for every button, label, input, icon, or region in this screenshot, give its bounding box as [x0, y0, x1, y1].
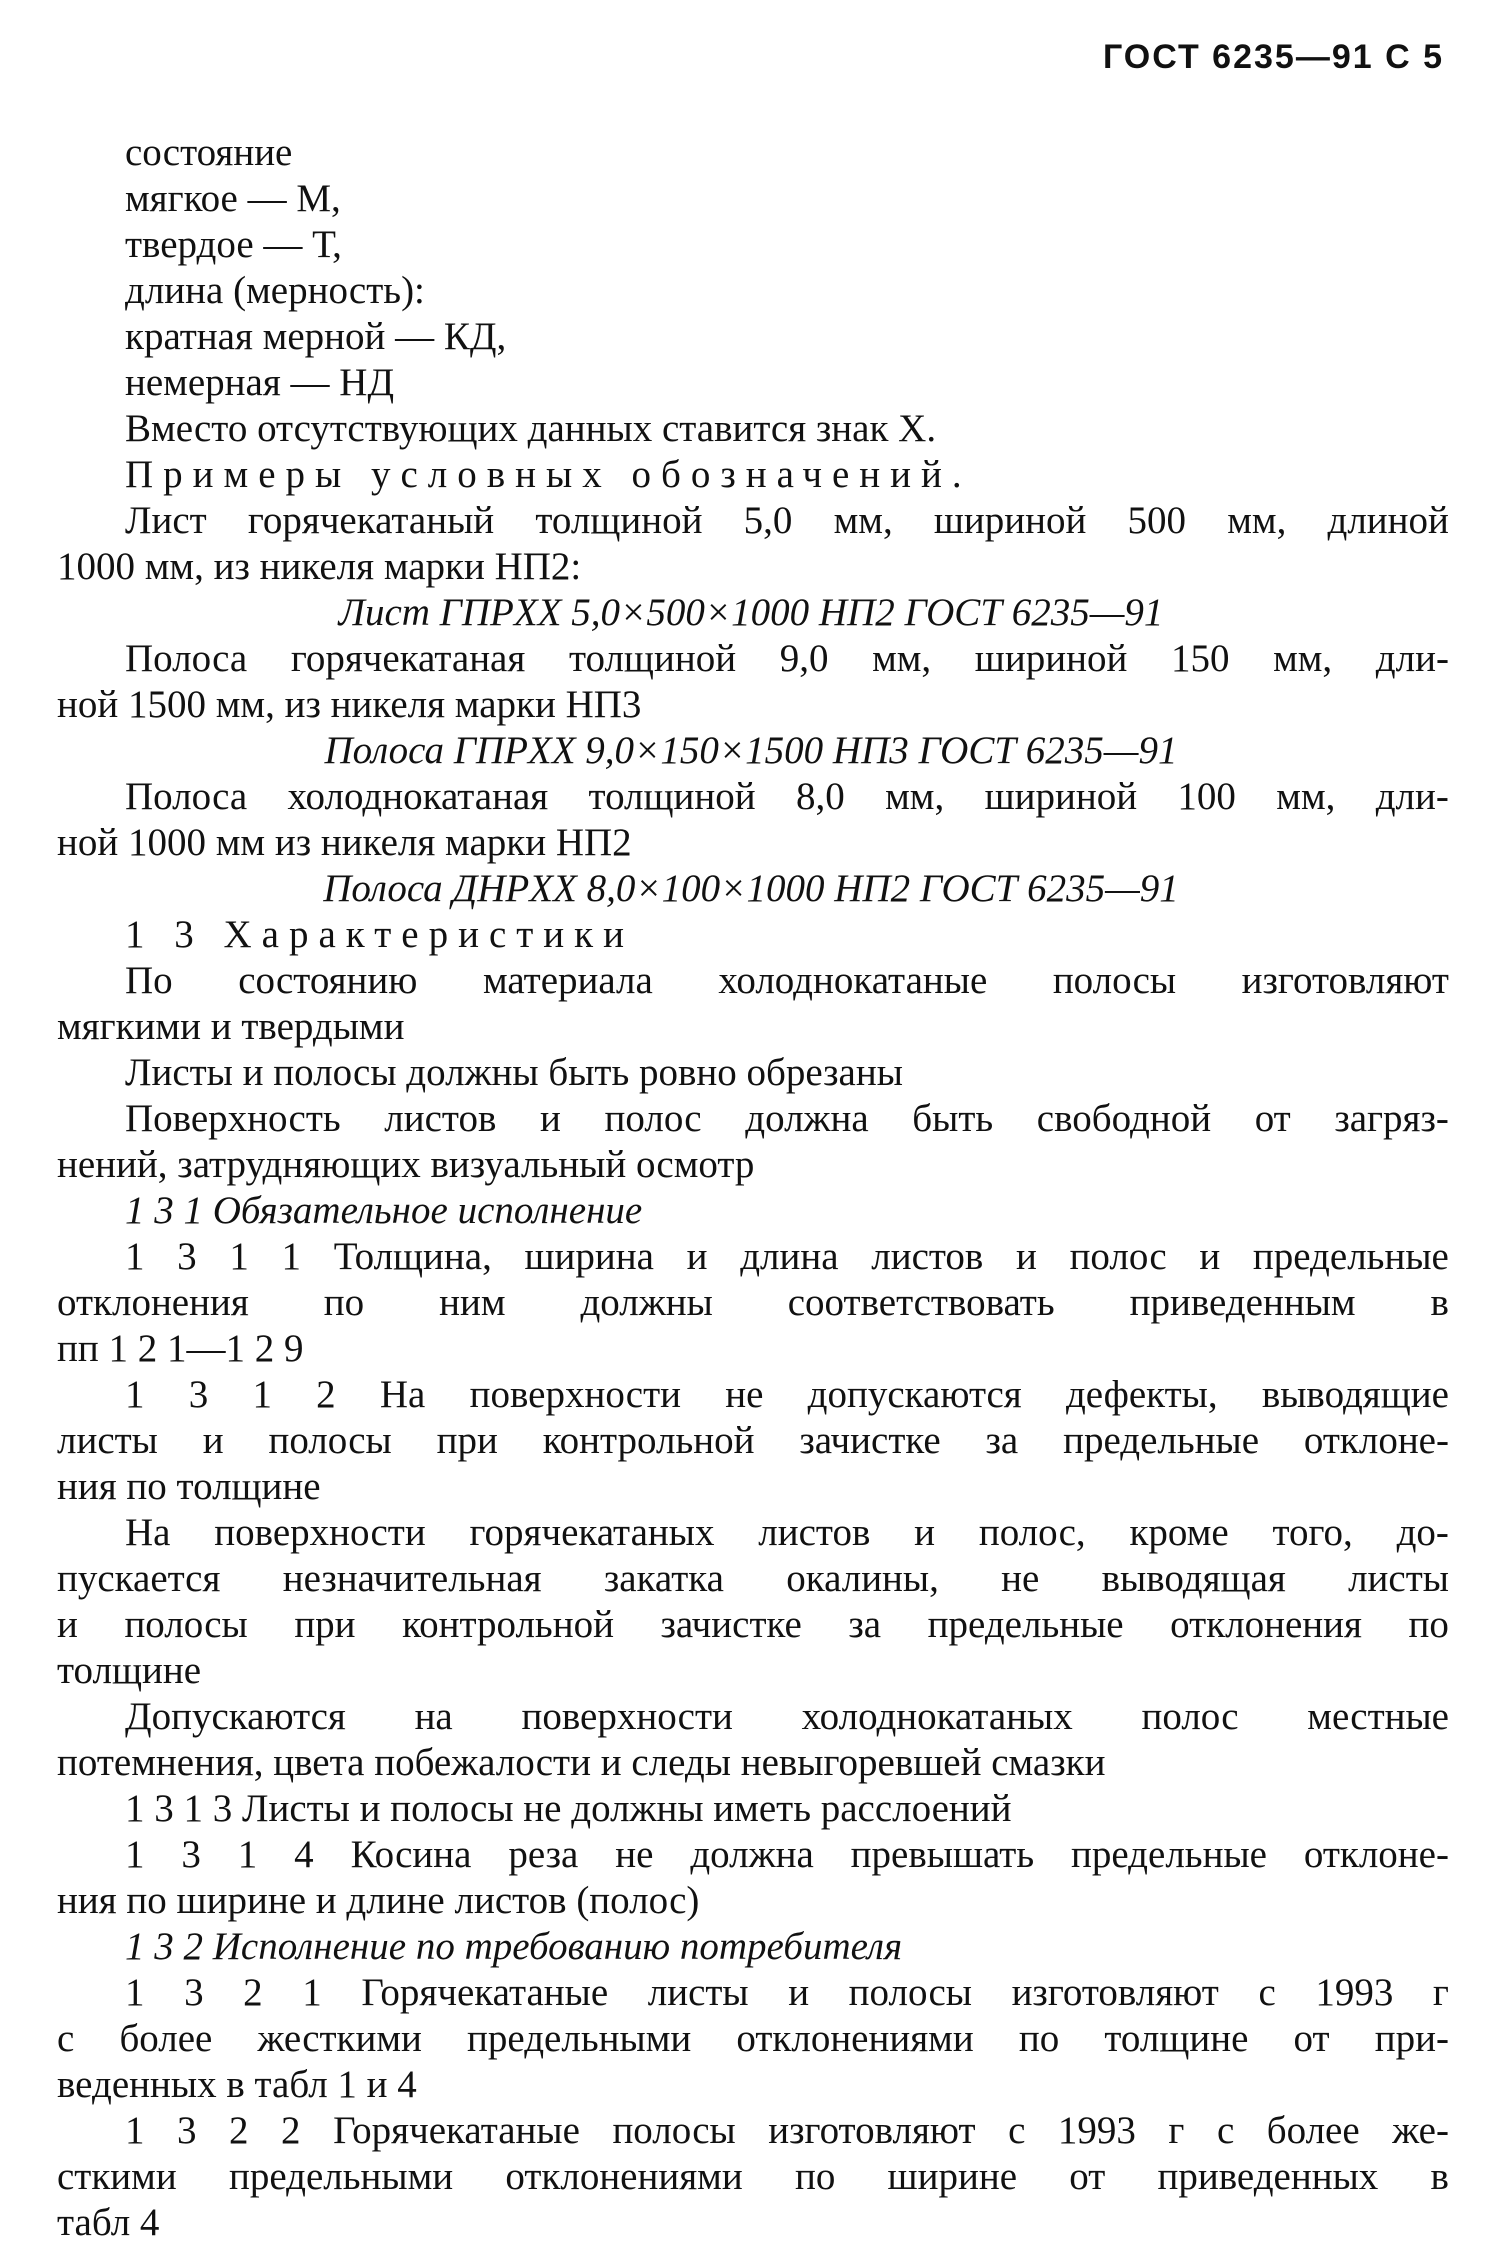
word: местные: [1307, 1695, 1449, 1738]
text-line: ной 1000 мм из никеля марки НП2: [57, 821, 632, 864]
word: того,: [1272, 1511, 1353, 1554]
text-line: [57, 1418, 1449, 1464]
text-line: ния по толщине: [57, 1465, 321, 1508]
text-line: потемнения, цвета побежалости и следы невыгоревшей смазки: [57, 1741, 1106, 1784]
word: 3: [177, 2109, 197, 2152]
word: Полоса: [125, 637, 248, 680]
word: же-: [1392, 2109, 1449, 2152]
word: толщиной: [535, 499, 703, 542]
word: предельные: [1063, 1419, 1260, 1462]
word: отклоне-: [1303, 1419, 1449, 1462]
word: предельными: [467, 2017, 692, 2060]
word: при: [294, 1603, 356, 1646]
word: 150: [1170, 637, 1230, 680]
word: полос: [604, 1097, 702, 1140]
word: 1: [125, 2109, 145, 2152]
text-line: веденных в табл 1 и 4: [57, 2063, 417, 2106]
word: контрольной: [542, 1419, 755, 1462]
word: отклонения: [1170, 1603, 1362, 1646]
word: при-: [1374, 2017, 1449, 2060]
word: На: [125, 1511, 171, 1554]
word: 2: [281, 2109, 301, 2152]
word: полос: [1141, 1695, 1239, 1738]
text-line: [57, 1280, 1449, 1326]
text-line: табл 4: [57, 2201, 160, 2244]
word: с: [57, 2017, 75, 2060]
word: в: [1430, 2155, 1449, 2198]
word: 1: [229, 1235, 249, 1278]
word: полос: [1069, 1235, 1167, 1278]
word: пускается: [57, 1557, 221, 1600]
subsection-heading: 1 3 1 Обязательное исполнение: [125, 1189, 643, 1232]
word: по: [323, 1281, 365, 1324]
word: листы: [1348, 1557, 1449, 1600]
text-line: ния по ширине и длине листов (полос): [57, 1879, 700, 1922]
text-line: [125, 1832, 1449, 1878]
word: На: [379, 1373, 426, 1416]
text-line: нений, затрудняющих визуальный осмотр: [57, 1143, 755, 1186]
word: шириной: [974, 637, 1128, 680]
text-line: 1000 мм, из никеля марки НП2:: [57, 545, 582, 588]
word: и: [1199, 1235, 1221, 1278]
text-line: толщине: [57, 1649, 202, 1692]
word: соответствовать: [787, 1281, 1055, 1324]
word: 1: [125, 1971, 145, 2014]
word: в: [1430, 1281, 1449, 1324]
text-line: Листы и полосы должны быть ровно обрезаны: [125, 1051, 903, 1094]
word: кроме: [1129, 1511, 1229, 1554]
word: шириной: [933, 499, 1087, 542]
text-line: ной 1500 мм, из никеля марки НП3: [57, 683, 642, 726]
word: 8,0: [796, 775, 845, 818]
word: отклонения: [57, 1281, 249, 1324]
text-line: немерная — НД: [125, 361, 395, 404]
word: 2: [229, 2109, 249, 2152]
word: холоднокатаные: [718, 959, 988, 1002]
word: и: [202, 1419, 224, 1462]
word: и: [914, 1511, 936, 1554]
word: состоянию: [238, 959, 418, 1002]
text-line: [125, 1510, 1449, 1556]
text-line: твердое — Т,: [125, 223, 342, 266]
word: 3: [177, 1235, 197, 1278]
word: Лист: [125, 499, 207, 542]
word: мм,: [872, 637, 932, 680]
text-line: [125, 1970, 1449, 2016]
text-line: [125, 1234, 1449, 1280]
word: предельные: [927, 1603, 1124, 1646]
word: по: [1408, 1603, 1449, 1646]
word: 3: [184, 1971, 204, 2014]
text-line: [125, 1372, 1449, 1418]
word: предельными: [228, 2155, 454, 2198]
word: 1993: [1315, 1971, 1394, 2014]
word: на: [414, 1695, 453, 1738]
page-header: ГОСТ 6235—91 С 5: [1102, 38, 1444, 76]
text-line: [125, 1694, 1449, 1740]
word: 2: [316, 1373, 336, 1416]
word: и: [788, 1971, 810, 2014]
word: и: [540, 1097, 561, 1140]
word: предельные: [1252, 1235, 1449, 1278]
word: отклоне-: [1303, 1833, 1449, 1876]
word: листы: [57, 1419, 158, 1462]
text-line: длина (мерность):: [125, 269, 425, 312]
word: поверхности: [521, 1695, 733, 1738]
text-line: Вместо отсутствующих данных ставится знак X.: [125, 407, 937, 450]
word: длиной: [1327, 499, 1449, 542]
word: по: [794, 2155, 836, 2198]
text-line: кратная мерной — КД,: [125, 315, 507, 358]
word: горячекатаных: [469, 1511, 715, 1554]
word: выводящие: [1261, 1373, 1449, 1416]
text-line: состояние: [125, 131, 293, 174]
word: от: [1293, 2017, 1330, 2060]
word: полосы: [848, 1971, 972, 2014]
word: мм,: [1276, 775, 1336, 818]
word: зачистке: [660, 1603, 802, 1646]
word: дли-: [1375, 637, 1449, 680]
word: Горячекатаные: [361, 1971, 609, 2014]
word: Поверхность: [125, 1097, 341, 1140]
word: с: [1258, 1971, 1276, 2014]
section-heading: 1 3 Характеристики: [125, 913, 634, 956]
text-line: [57, 2016, 1449, 2062]
word: полосы: [124, 1603, 248, 1646]
word: г: [1432, 1971, 1449, 2014]
word: до-: [1396, 1511, 1449, 1554]
word: 1: [252, 1373, 272, 1416]
word: 1: [125, 1833, 145, 1876]
word: отклонениями: [736, 2017, 974, 2060]
word: г: [1168, 2109, 1185, 2152]
word: зачистке: [799, 1419, 941, 1462]
text-line: [57, 2154, 1449, 2200]
word: и: [1016, 1235, 1037, 1278]
word: контрольной: [402, 1603, 614, 1646]
designation-example: Лист ГПРXX 5,0×500×1000 НП2 ГОСТ 6235—91: [338, 591, 1164, 634]
word: отклонениями: [505, 2155, 743, 2198]
word: мм,: [1227, 499, 1287, 542]
designation-example: Полоса ДНРXX 8,0×100×1000 НП2 ГОСТ 6235—91: [323, 867, 1179, 910]
word: полосы: [268, 1419, 392, 1462]
word: Толщина,: [333, 1235, 492, 1278]
text-line: [125, 958, 1449, 1004]
word: приведенным: [1129, 1281, 1356, 1324]
word: Горячекатаные: [333, 2109, 580, 2152]
word: загряз-: [1334, 1097, 1449, 1140]
word: допускаются: [807, 1373, 1022, 1416]
word: незначительная: [282, 1557, 542, 1600]
text-line: [57, 1602, 1449, 1648]
word: не: [615, 1833, 654, 1876]
word: 1: [237, 1833, 258, 1876]
text-line: пп 1 2 1—1 2 9: [57, 1327, 304, 1370]
word: сткими: [57, 2155, 177, 2198]
text-line: [57, 1556, 1449, 1602]
word: мм,: [885, 775, 945, 818]
word: длина: [740, 1235, 839, 1278]
word: предельные: [1071, 1833, 1267, 1876]
text-line: [125, 1096, 1449, 1142]
word: должны: [580, 1281, 713, 1324]
word: 1: [125, 1235, 145, 1278]
word: листы: [647, 1971, 749, 2014]
word: холоднокатаных: [801, 1695, 1073, 1738]
word: выводящая: [1101, 1557, 1286, 1600]
word: 1: [281, 1235, 302, 1278]
word: толщиной: [568, 637, 737, 680]
text-line: мягкое — М,: [125, 177, 341, 220]
text-line: мягкими и твердыми: [57, 1005, 405, 1048]
word: от: [1069, 2155, 1106, 2198]
word: быть: [912, 1097, 994, 1140]
word: мм,: [1273, 637, 1333, 680]
word: должна: [745, 1097, 869, 1140]
word: ширина: [524, 1235, 654, 1278]
word: дли-: [1375, 775, 1449, 818]
word: холоднокатаная: [287, 775, 549, 818]
word: свободной: [1036, 1097, 1212, 1140]
word: ним: [439, 1281, 506, 1324]
word: дефекты,: [1065, 1373, 1218, 1416]
word: поверхности: [214, 1511, 426, 1554]
word: реза: [508, 1833, 579, 1876]
text-line: [125, 2108, 1449, 2154]
word: поверхности: [469, 1373, 682, 1416]
word: толщине: [1104, 2017, 1249, 2060]
word: более: [119, 2017, 213, 2060]
word: за: [848, 1603, 882, 1646]
word: и: [686, 1235, 708, 1278]
word: По: [125, 959, 173, 1002]
word: по: [1018, 2017, 1060, 2060]
word: листов: [384, 1097, 497, 1140]
word: ширине: [887, 2155, 1018, 2198]
designation-example: Полоса ГПРXX 9,0×150×1500 НП3 ГОСТ 6235—91: [324, 729, 1178, 772]
word: закатка: [603, 1557, 724, 1600]
word: 3: [188, 1373, 209, 1416]
word: горячекатаная: [290, 637, 526, 680]
text-line: 1 3 1 3 Листы и полосы не должны иметь расслоений: [125, 1787, 1012, 1830]
word: 9,0: [779, 637, 829, 680]
word: 1: [302, 1971, 322, 2014]
word: 5,0: [743, 499, 793, 542]
word: Косина: [350, 1833, 472, 1876]
word: от: [1254, 1097, 1291, 1140]
word: изготовляют: [1241, 959, 1449, 1002]
word: листов: [758, 1511, 871, 1554]
text-line: [125, 498, 1449, 544]
word: 2: [243, 1971, 263, 2014]
word: 4: [294, 1833, 314, 1876]
word: Полоса: [125, 775, 248, 818]
word: окалины,: [786, 1557, 939, 1600]
word: при: [436, 1419, 498, 1462]
word: Допускаются: [125, 1695, 346, 1738]
word: полосы: [1052, 959, 1177, 1002]
word: листов: [871, 1235, 984, 1278]
word: с: [1216, 2109, 1235, 2152]
text-line: [125, 774, 1449, 820]
word: и: [57, 1603, 78, 1646]
word: превышать: [850, 1833, 1035, 1876]
word: должна: [690, 1833, 814, 1876]
word: 1: [125, 1373, 145, 1416]
word: 1993: [1057, 2109, 1136, 2152]
word: материала: [482, 959, 653, 1002]
word: 3: [181, 1833, 201, 1876]
word: с: [1008, 2109, 1026, 2152]
word: за: [985, 1419, 1019, 1462]
word: не: [725, 1373, 764, 1416]
word: горячекатаный: [247, 499, 495, 542]
word: жесткими: [257, 2017, 422, 2060]
word: приведенных: [1157, 2155, 1379, 2198]
word: толщиной: [588, 775, 756, 818]
word: мм,: [833, 499, 893, 542]
text-line: [125, 636, 1449, 682]
word: полос,: [978, 1511, 1086, 1554]
word: 100: [1177, 775, 1236, 818]
subsection-heading: 1 3 2 Исполнение по требованию потребителя: [125, 1925, 903, 1968]
word: 500: [1127, 499, 1187, 542]
word: более: [1266, 2109, 1360, 2152]
word: шириной: [984, 775, 1138, 818]
word: не: [1001, 1557, 1040, 1600]
word: изготовляют: [1011, 1971, 1219, 2014]
section-heading: Примеры условных обозначений.: [125, 453, 972, 496]
word: изготовляют: [768, 2109, 976, 2152]
word: полосы: [612, 2109, 736, 2152]
